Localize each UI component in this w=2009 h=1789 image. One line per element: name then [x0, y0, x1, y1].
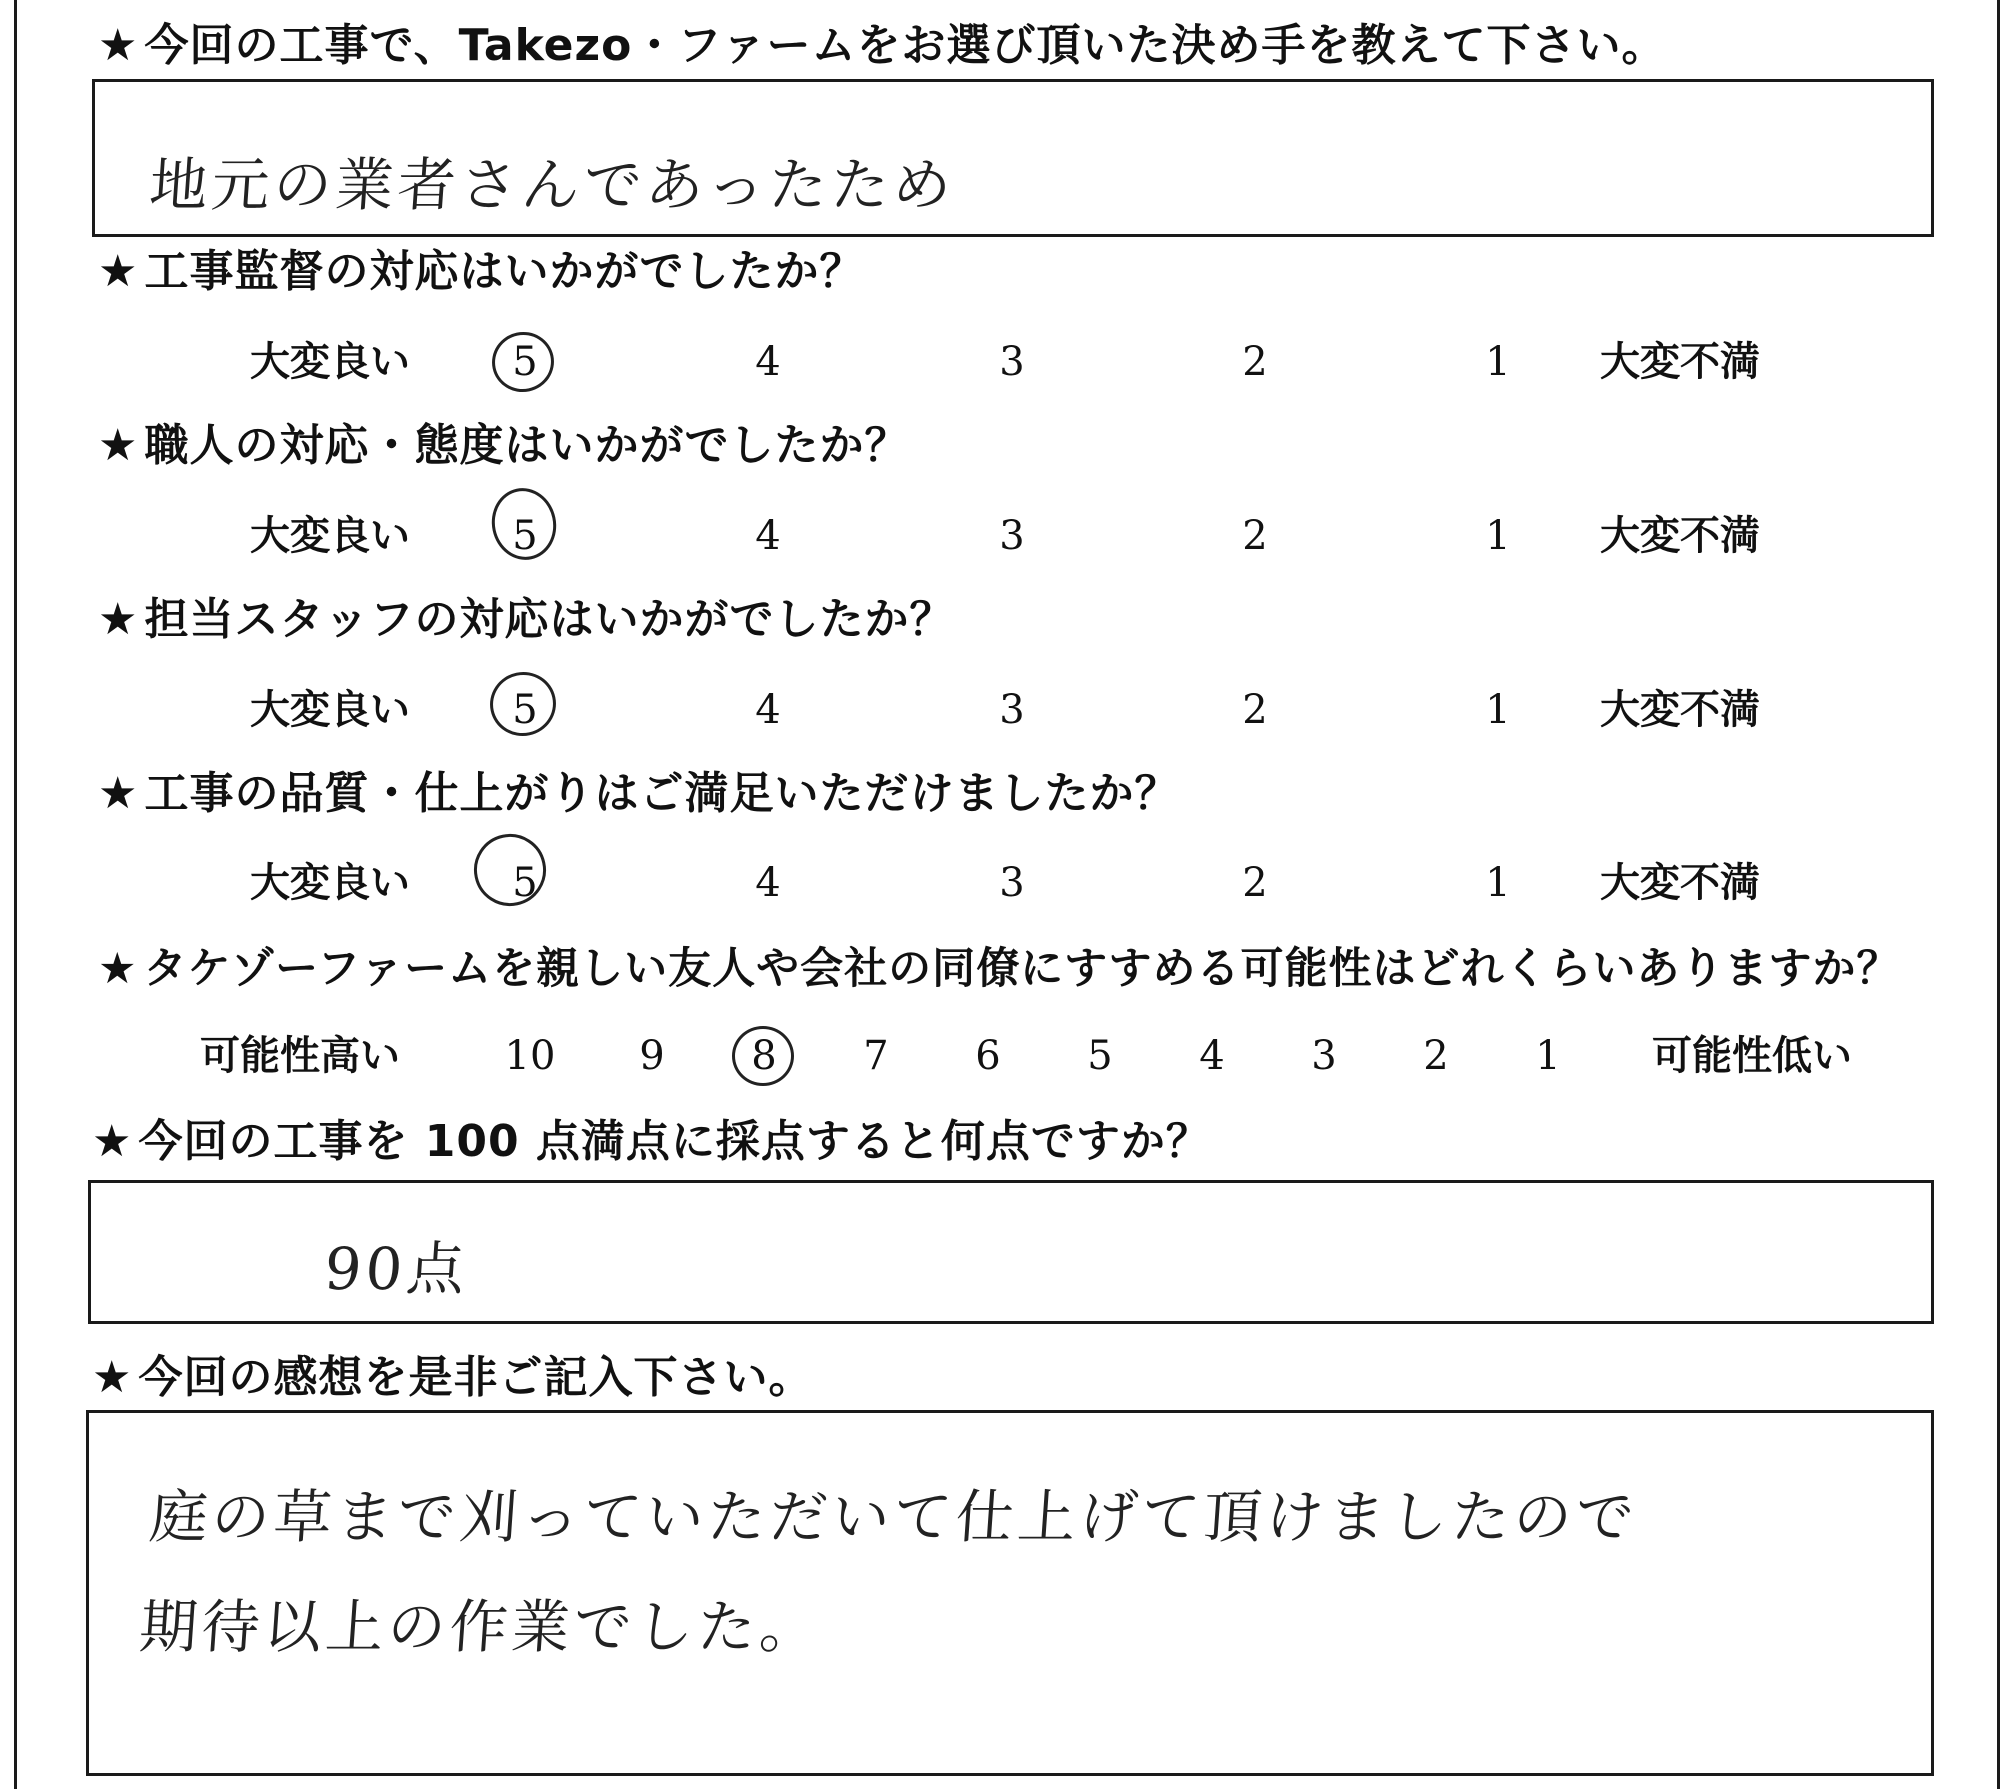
q3-option-5[interactable]: 5 — [512, 513, 538, 559]
q6-option-7[interactable]: 7 — [863, 1033, 889, 1079]
q6-option-4[interactable]: 4 — [1199, 1033, 1225, 1079]
q6-option-6[interactable]: 6 — [975, 1033, 1001, 1079]
answer-7-text: 90点 — [322, 1235, 471, 1303]
question-2-text: 工事監督の対応はいかがでしたか？ — [144, 246, 865, 297]
page-edge-right — [1997, 0, 2000, 1789]
question-8-text: 今回の感想を是非ご記入下さい。 — [138, 1352, 814, 1403]
answer-8-line-1: 庭の草まで刈っていただいて仕上げて頂けましたので — [147, 1483, 1641, 1551]
scale-6-left-label: 可能性高い — [200, 1033, 400, 1079]
q5-option-2[interactable]: 2 — [1242, 860, 1268, 906]
question-7 — [92, 1116, 1211, 1167]
q6-option-10[interactable]: 10 — [504, 1033, 556, 1079]
q4-option-3[interactable]: 3 — [999, 687, 1025, 733]
answer-1-text: 地元の業者さんであったため — [147, 151, 958, 219]
q6-option-5[interactable]: 5 — [1087, 1033, 1113, 1079]
scale-2-right-label: 大変不満 — [1600, 339, 1760, 385]
question-4-text: 担当スタッフの対応はいかがでしたか？ — [144, 594, 955, 645]
question-8 — [92, 1352, 814, 1403]
q5-option-1[interactable]: 1 — [1485, 860, 1511, 906]
scale-3-right-label: 大変不満 — [1600, 513, 1760, 559]
scale-4-left-label: 大変良い — [250, 687, 410, 733]
question-3-text: 職人の対応・態度はいかがでしたか？ — [144, 420, 910, 471]
page-edge-left — [14, 0, 17, 1789]
star-icon: ★ — [98, 768, 139, 819]
question-5-text: 工事の品質・仕上がりはご満足いただけましたか？ — [144, 768, 1180, 819]
scale-3-left-label: 大変良い — [250, 513, 410, 559]
question-6-text: タケゾーファームを親しい友人や会社の同僚にすすめる可能性はどれくらいありますか？ — [143, 944, 1901, 994]
q6-option-3[interactable]: 3 — [1311, 1033, 1337, 1079]
q3-option-4[interactable]: 4 — [755, 513, 781, 559]
star-icon: ★ — [92, 1116, 133, 1167]
star-icon: ★ — [98, 20, 139, 71]
question-5 — [98, 768, 1180, 819]
q2-option-3[interactable]: 3 — [999, 339, 1025, 385]
q6-option-2[interactable]: 2 — [1423, 1033, 1449, 1079]
q5-option-5[interactable]: 5 — [512, 860, 538, 906]
scale-6-right-label: 可能性低い — [1652, 1033, 1852, 1079]
star-icon: ★ — [92, 1352, 133, 1403]
question-1 — [98, 20, 1667, 71]
question-2 — [98, 246, 865, 297]
question-4 — [98, 594, 955, 645]
star-icon: ★ — [98, 246, 139, 297]
star-icon: ★ — [98, 944, 138, 994]
q6-option-9[interactable]: 9 — [639, 1033, 665, 1079]
question-6 — [98, 944, 1901, 994]
scale-4-right-label: 大変不満 — [1600, 687, 1760, 733]
q2-option-1[interactable]: 1 — [1485, 339, 1511, 385]
q5-option-3[interactable]: 3 — [999, 860, 1025, 906]
q4-option-1[interactable]: 1 — [1485, 687, 1511, 733]
answer-8-line-2: 期待以上の作業でした。 — [137, 1593, 825, 1661]
scale-2-left-label: 大変良い — [250, 339, 410, 385]
question-7-text: 今回の工事を 100 点満点に採点すると何点ですか？ — [138, 1116, 1211, 1167]
scale-5-left-label: 大変良い — [250, 860, 410, 906]
scale-5-right-label: 大変不満 — [1600, 860, 1760, 906]
question-1-text: 今回の工事で、Takezo・ファームをお選び頂いた決め手を教えて下さい。 — [144, 20, 1667, 71]
star-icon: ★ — [98, 594, 139, 645]
q3-option-1[interactable]: 1 — [1485, 513, 1511, 559]
q4-option-4[interactable]: 4 — [755, 687, 781, 733]
q2-option-2[interactable]: 2 — [1242, 339, 1268, 385]
star-icon: ★ — [98, 420, 139, 471]
q6-option-1[interactable]: 1 — [1535, 1033, 1561, 1079]
question-3 — [98, 420, 910, 471]
q6-option-8[interactable]: 8 — [751, 1033, 777, 1079]
q3-option-2[interactable]: 2 — [1242, 513, 1268, 559]
q3-option-3[interactable]: 3 — [999, 513, 1025, 559]
q4-option-2[interactable]: 2 — [1242, 687, 1268, 733]
q4-option-5[interactable]: 5 — [512, 687, 538, 733]
q2-option-4[interactable]: 4 — [755, 339, 781, 385]
q2-option-5[interactable]: 5 — [512, 339, 538, 385]
q5-option-4[interactable]: 4 — [755, 860, 781, 906]
